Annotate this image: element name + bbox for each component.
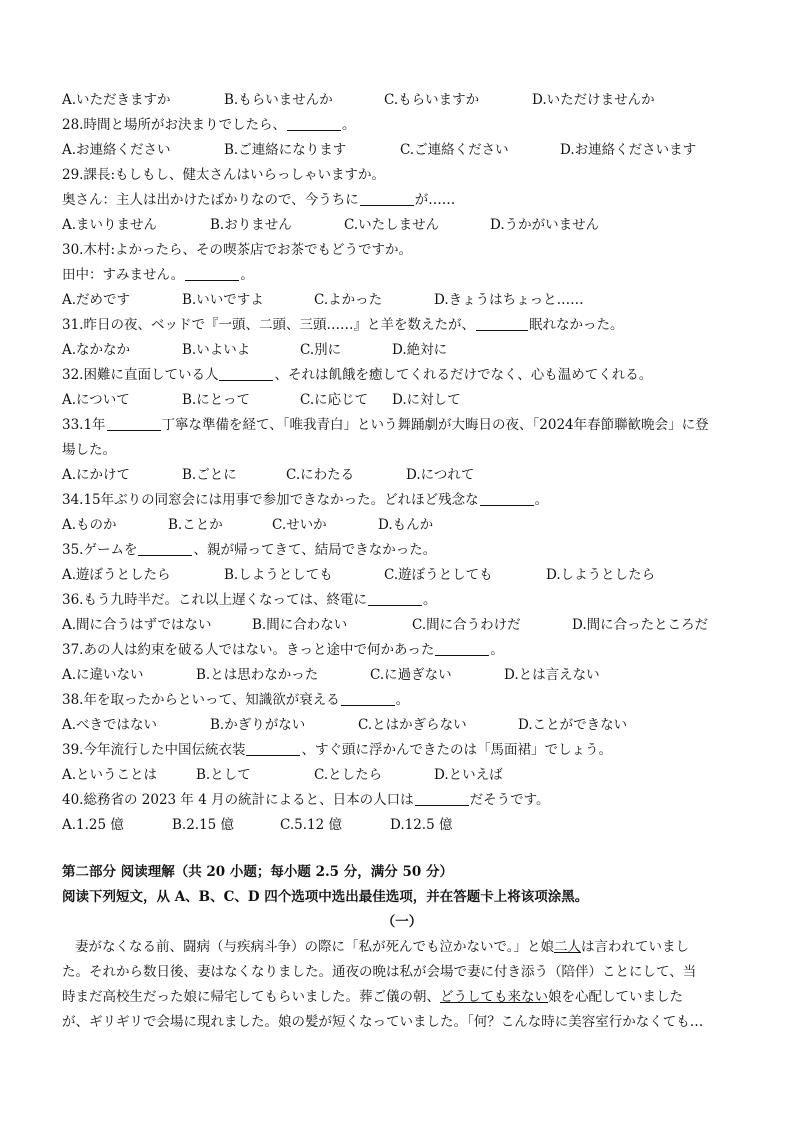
q35-options xyxy=(62,563,742,588)
q29-option-a: A.まいりません xyxy=(62,217,158,233)
q28-options xyxy=(62,138,742,163)
q31-option-d: D.絶対に xyxy=(392,342,448,358)
q30-option-b: B.いいですよ xyxy=(182,292,264,308)
q37-blank xyxy=(435,641,489,656)
q35-stem: 35.ゲームを 、親が帰ってきて、結局できなかった。 xyxy=(62,542,437,558)
q33-options xyxy=(62,463,742,488)
passage-paragraph: 妻がなくなる前、闘病（与疾病斗争）の際に「私が死んでも泣かないで。」と娘二人は言われていまし た。それから数日後、妻はなくなりました。通夜の晩は私が会場で妻に付き添う（陪伴）ことにして、当 時まだ高校生だった娘に帰宅してもらいました。葬ご儀の朝、どうしても来ない娘を心配していました が、ギリギリで会場に現れました。娘の髪が短くなっていました。「何？こんな時に美容室行かなくても… xyxy=(62,939,704,1030)
q30-option-d: D.きょうはちょっと…… xyxy=(434,292,584,308)
q29-line1: 29.課長:もしもし、健太さんはいらっしゃいますか。 xyxy=(62,167,386,183)
part2-instruction: 阅读下列短文，从 A、B、C、D 四个选项中选出最佳选项，并在答题卡上将该项涂黑。 xyxy=(62,889,589,905)
q33-option-d: D.につれて xyxy=(406,467,475,483)
q32-option-a: A.について xyxy=(62,392,130,408)
q30-line2: 田中：すみません。 。 xyxy=(62,267,254,283)
q30-blank xyxy=(185,266,239,281)
q29-option-d: D.うかがいません xyxy=(490,217,600,233)
q34-option-c: C.せいか xyxy=(272,517,327,533)
q31-blank xyxy=(476,316,528,331)
q40-blank xyxy=(415,791,469,806)
q33-option-c: C.にわたる xyxy=(286,467,355,483)
q30-line1: 30.木村:よかったら、その喫茶店でお茶でもどうですか。 xyxy=(62,242,413,258)
q27-options xyxy=(62,88,742,113)
q36-option-c: C.間に合うわけだ xyxy=(412,617,521,633)
q38-options xyxy=(62,713,742,738)
q35-option-a: A.遊ぼうとしたら xyxy=(62,567,171,583)
q39-option-b: B.として xyxy=(196,767,251,783)
q28-option-b: B.ご連絡になります xyxy=(224,142,347,158)
q27-option-a: A.いただきますか xyxy=(62,92,171,108)
part2-section xyxy=(62,860,742,1035)
q29-option-c: C.いたしません xyxy=(344,217,440,233)
q36-option-d: D.間に合ったところだ xyxy=(572,617,709,633)
q38-blank xyxy=(341,691,395,706)
q38-option-d: D.ことができない xyxy=(518,717,628,733)
q39-option-c: C.としたら xyxy=(314,767,383,783)
q40-option-a: A.1.25 億 xyxy=(62,817,124,833)
q39-blank xyxy=(246,741,300,756)
q30-options xyxy=(62,288,742,313)
q34-option-a: A.ものか xyxy=(62,517,117,533)
q31-stem: 31.昨日の夜、ベッドで『一頭、二頭、三頭……』と羊を数えたが、 眠れなかった。 xyxy=(62,317,624,333)
q35-blank xyxy=(138,541,192,556)
q33-blank xyxy=(107,416,161,431)
q36-option-b: B.間に合わない xyxy=(252,617,348,633)
q28-option-c: C.ご連絡ください xyxy=(400,142,509,158)
q28-blank xyxy=(287,116,341,131)
q37-option-d: D.とは言えない xyxy=(504,667,600,683)
q38-option-b: B.かぎりがない xyxy=(210,717,306,733)
q34-stem: 34.15年ぶりの同窓会には用事で参加できなかった。どれほど残念な 。 xyxy=(62,492,549,508)
q35-option-d: D.しようとしたら xyxy=(546,567,656,583)
q33-stem-line2: 場した。 xyxy=(62,442,116,458)
q32-option-c: C.に応じて xyxy=(300,392,369,408)
q39-options xyxy=(62,763,742,788)
q36-stem: 36.もう九時半だ。これ以上遅くなっては、終電に 。 xyxy=(62,592,437,608)
q38-option-c: C.とはかぎらない xyxy=(358,717,467,733)
q35-option-b: B.しようとしても xyxy=(224,567,333,583)
q38-stem: 38.年を取ったからといって、知識欲が衰える 。 xyxy=(62,692,410,708)
q34-blank xyxy=(480,491,534,506)
underlined-futari: 二人 xyxy=(553,939,581,955)
q37-option-c: C.に過ぎない xyxy=(370,667,452,683)
q40-option-c: C.5.12 億 xyxy=(280,817,342,833)
q39-option-d: D.といえば xyxy=(434,767,503,783)
q28-option-d: D.お連絡くださいます xyxy=(560,142,697,158)
q40-options xyxy=(62,813,742,838)
q34-option-d: D.もんか xyxy=(378,517,434,533)
q30-option-c: C.よかった xyxy=(314,292,383,308)
part2-heading: 第二部分 阅读理解（共 20 小题；每小题 2.5 分，满分 50 分） xyxy=(62,864,453,880)
q31-option-c: C.別に xyxy=(300,342,342,358)
q36-options xyxy=(62,613,742,638)
q34-options xyxy=(62,513,742,538)
q39-option-a: A.ということは xyxy=(62,767,158,783)
q32-option-b: B.にとって xyxy=(182,392,250,408)
q29-option-b: B.おりません xyxy=(210,217,292,233)
q35-option-c: C.遊ぼうとしても xyxy=(384,567,493,583)
q36-option-a: A.間に合うはずではない xyxy=(62,617,212,633)
q40-option-d: D.12.5 億 xyxy=(390,817,453,833)
q30-option-a: A.だめです xyxy=(62,292,131,308)
passage-number: （一） xyxy=(381,914,423,930)
q29-options xyxy=(62,213,742,238)
q34-option-b: B.ことか xyxy=(168,517,223,533)
q33-option-a: A.にかけて xyxy=(62,467,131,483)
exam-page xyxy=(62,88,742,1035)
q32-stem: 32.困難に直面している人 、それは飢餓を癒してくれるだけでなく、心も温めてくれる。 xyxy=(62,367,653,383)
q27-option-d: D.いただけませんか xyxy=(532,92,655,108)
q32-blank xyxy=(219,366,273,381)
q27-option-b: B.もらいませんか xyxy=(224,92,333,108)
q31-option-a: A.なかなか xyxy=(62,342,131,358)
q31-options xyxy=(62,338,742,363)
q32-option-d: D.に対して xyxy=(392,392,461,408)
q40-stem: 40.総務省の 2023 年 4 月の統計によると、日本の人口は だそうです。 xyxy=(62,792,550,808)
q31-option-b: B.いよいよ xyxy=(182,342,251,358)
q37-option-a: A.に違いない xyxy=(62,667,144,683)
q28-stem: 28.時間と場所がお決まりでしたら、 。 xyxy=(62,117,356,133)
q33-option-b: B.ごとに xyxy=(182,467,237,483)
q39-stem: 39.今年流行した中国伝統衣装 、すぐ頭に浮かんできたのは「馬面裙」でしょう。 xyxy=(62,742,612,758)
q40-option-b: B.2.15 億 xyxy=(172,817,235,833)
underlined-doushitemo: どうしても来ない xyxy=(440,989,548,1005)
q37-stem: 37.あの人は約束を破る人ではない。きっと途中で何かあった 。 xyxy=(62,642,504,658)
q27-option-c: C.もらいますか xyxy=(384,92,480,108)
q33-stem: 33.1年 丁寧な準備を経て、「唯我青白」という舞踊劇が大晦日の夜、「2024年春節聯歓晩会」に登 xyxy=(62,417,709,433)
q29-line2: 奥さん：主人は出かけたばかりなので、今うちに が…… xyxy=(62,192,456,208)
q28-option-a: A.お連絡ください xyxy=(62,142,171,158)
q36-blank xyxy=(368,591,422,606)
q29-blank xyxy=(360,191,414,206)
q32-options xyxy=(62,388,742,413)
q38-option-a: A.べきではない xyxy=(62,717,158,733)
q37-option-b: B.とは思わなかった xyxy=(196,667,319,683)
q37-options xyxy=(62,663,742,688)
